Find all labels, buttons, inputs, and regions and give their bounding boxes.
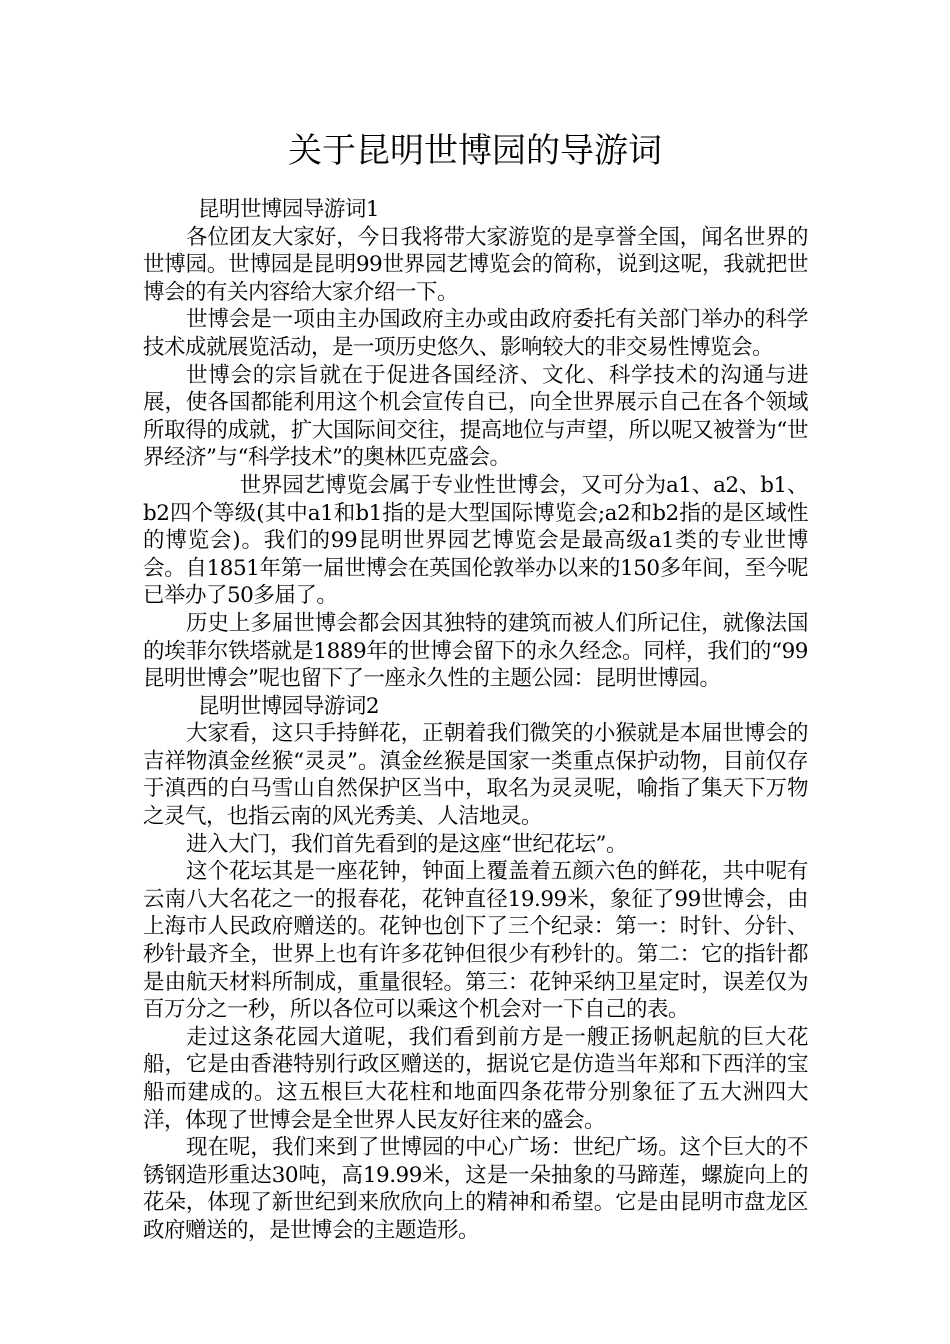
paragraph: 现在呢，我们来到了世博园的中心广场：世纪广场。这个巨大的不锈钢造形重达30吨，高19.99米，这是一朵抽象的马蹄莲，螺旋向上的花朵，体现了新世纪到来欣欣向上的精神和希望。它是由昆明市盘龙区政府赠送的，是世博会的主题造形。 [143,1135,808,1243]
paragraph: 各位团友大家好，今日我将带大家游览的是享誉全国，闻名世界的世博园。世博园是昆明99世界园艺博览会的简称，说到这呢，我就把世博会的有关内容给大家介绍一下。 [143,224,808,305]
paragraph: 这个花坛其是一座花钟，钟面上覆盖着五颜六色的鲜花，共中呢有云南八大名花之一的报春花，花钟直径19.99米，象征了99世博会，由上海市人民政府赠送的。花钟也创下了三个纪录：第一：时针、分针、秒针最齐全，世界上也有许多花钟但很少有秒针的。第二：它的指针都是由航天材料所制成，重量很轻。第三：花钟采纳卫星定时，误差仅为百万分之一秒，所以各位可以乘这个机会对一下自己的表。 [143,859,808,1023]
paragraph: 大家看，这只手持鲜花，正朝着我们微笑的小猴就是本届世博会的吉祥物滇金丝猴“灵灵”。滇金丝猴是国家一类重点保护动物，目前仅存于滇西的白马雪山自然保护区当中，取名为灵灵呢，喻指了集天下万物之灵气，也指云南的风光秀美、人洁地灵。 [143,721,808,830]
section-heading-1: 昆明世博园导游词1 [197,197,379,222]
paragraph: 世博会是一项由主办国政府主办或由政府委托有关部门举办的科学技术成就展览活动，是一项历史悠久、影响较大的非交易性博览会。 [143,307,808,360]
paragraph: 历史上多届世博会都会因其独特的建筑而被人们所记住，就像法国的埃菲尔铁塔就是1889年的世博会留下的永久经念。同样，我们的“99昆明世博会”呢也留下了一座永久性的主题公园：昆明世博园。 [143,610,808,692]
paragraph: 进入大门，我们首先看到的是这座“世纪花坛”。 [186,831,627,857]
document-body [143,196,808,1245]
paragraph: 世博会的宗旨就在于促进各国经济、文化、科学技术的沟通与进展，使各国都能利用这个机会宣传自已，向全世界展示自己在各个领域所取得的成就，扩大国际间交往，提高地位与声望，所以呢又被誉为“世界经济”与“科学技术”的奥林匹克盛会。 [143,362,808,471]
document-title: 关于昆明世博园的导游词 [288,131,662,171]
paragraph: 世界园艺博览会属于专业性世博会，又可分为a1、a2、b1、b2四个等级(其中a1和b1指的是大型国际博览会;a2和b2指的是区域性的博览会)。我们的99昆明世界园艺博览会是最高级a1类的专业世博会。自1851年第一届世博会在英国伦敦举办以来的150多年间，至今呢已举办了50多届了。 [143,472,808,609]
paragraph: 走过这条花园大道呢，我们看到前方是一艘正扬帆起航的巨大花船，它是由香港特别行政区赠送的，据说它是仿造当年郑和下西洋的宝船而建成的。这五根巨大花柱和地面四条花带分别象征了五大洲四大洋，体现了世博会是全世界人民友好往来的盛会。 [143,1024,808,1133]
section-heading-2: 昆明世博园导游词2 [197,693,379,719]
